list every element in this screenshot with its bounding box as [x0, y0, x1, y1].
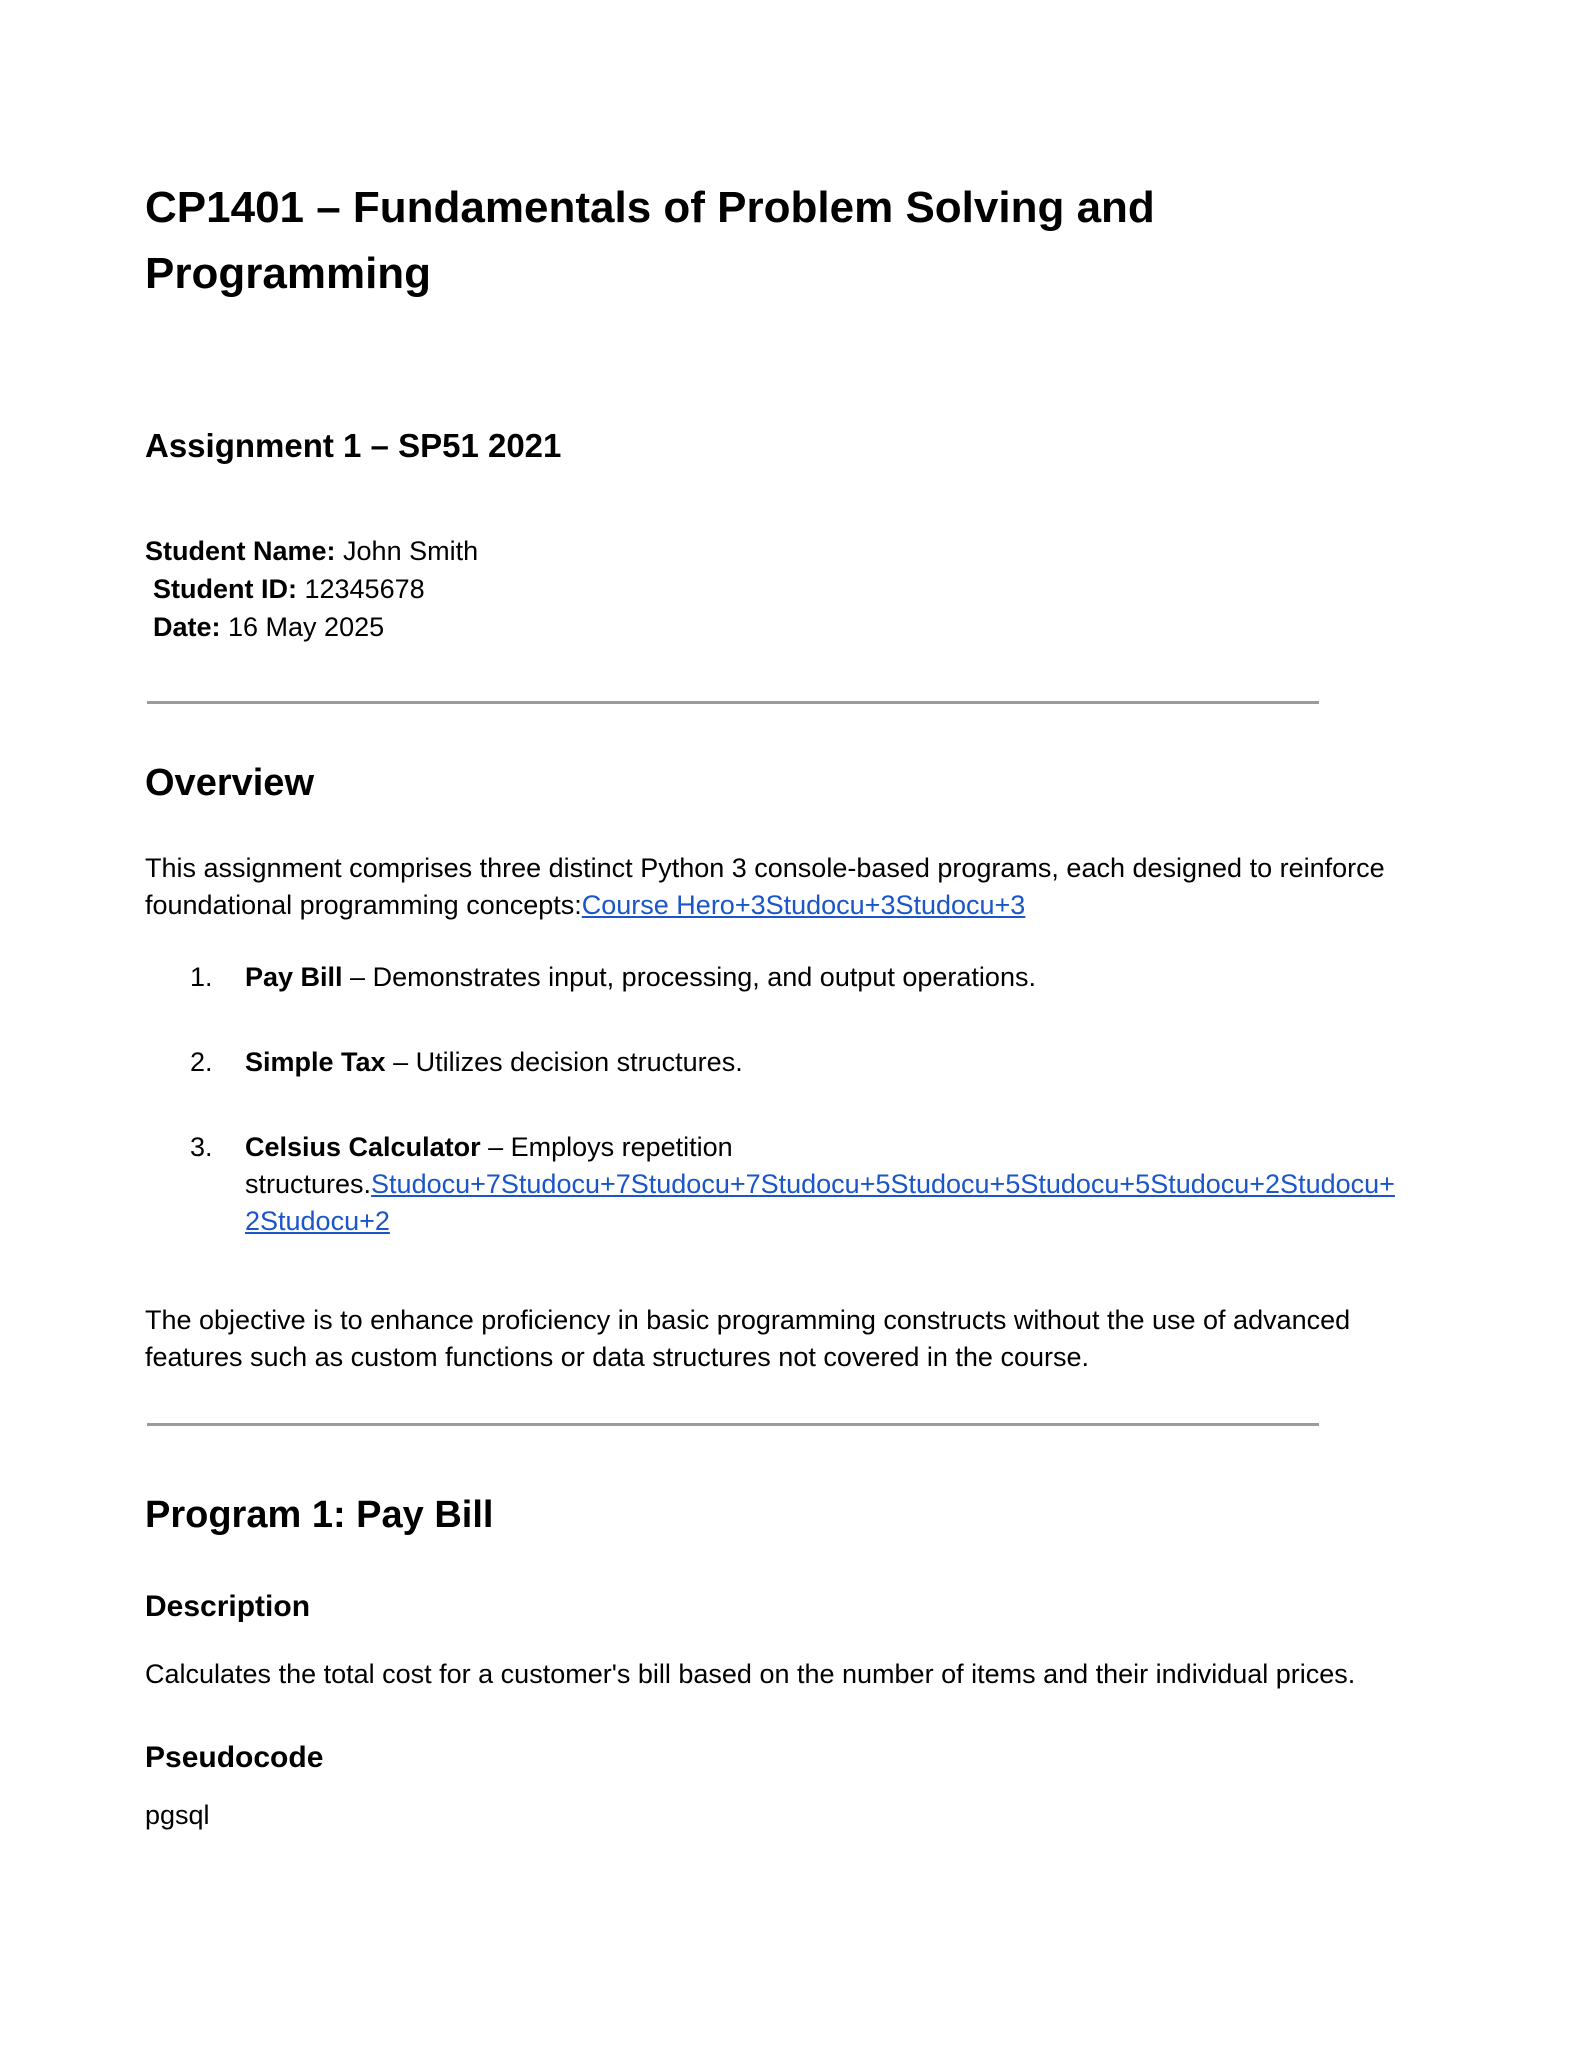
student-name-label: Student Name: [145, 536, 336, 566]
student-name-line [145, 532, 1405, 570]
list-item-title: Simple Tax [245, 1047, 386, 1077]
horizontal-rule [147, 1423, 1319, 1426]
list-item-body [245, 959, 1405, 996]
document-title: CP1401 – Fundamentals of Problem Solving and Programming [145, 183, 1155, 298]
list-marker: 1. [190, 962, 213, 992]
list-item-body [245, 1044, 1405, 1081]
list-item-text: – Utilizes decision structures. [385, 1047, 743, 1077]
overview-intro-paragraph [145, 850, 1405, 924]
student-id-label: Student ID: [153, 574, 297, 604]
citation-link-studocu[interactable]: Studocu+7Studocu+7Studocu+7Studocu+5Studocu+5Studocu+5Studocu+2Studocu+2Studocu+2 [245, 1169, 1395, 1236]
citation-link-course-hero[interactable]: Course Hero+3Studocu+3Studocu+3 [581, 890, 1026, 920]
list-item-title: Celsius Calculator [245, 1132, 481, 1162]
horizontal-rule [147, 701, 1319, 704]
student-date-line [145, 608, 1405, 646]
list-marker: 2. [190, 1047, 213, 1077]
date-label: Date: [153, 612, 221, 642]
list-marker: 3. [190, 1132, 213, 1162]
overview-intro-text: This assignment comprises three distinct Python 3 console-based programs, each designed to reinforce foundational programming concepts: [145, 853, 1385, 920]
list-item-pay-bill [190, 959, 1405, 996]
overview-heading: Overview [145, 762, 314, 804]
list-item-text: – Demonstrates input, processing, and output operations. [342, 962, 1036, 992]
student-id-line [145, 570, 1405, 608]
student-name-value: John Smith [335, 536, 479, 566]
list-item-body [245, 1129, 1405, 1240]
description-heading: Description [145, 1590, 311, 1623]
pseudocode-language-label: pgsql [145, 1800, 210, 1830]
list-item-text: – Employs repetition structures. [245, 1132, 733, 1199]
program1-heading: Program 1: Pay Bill [145, 1494, 494, 1536]
assignment-subtitle: Assignment 1 – SP51 2021 [145, 427, 562, 464]
student-info-block [145, 532, 1405, 646]
description-text: Calculates the total cost for a customer's bill based on the number of items and their individual prices. [145, 1659, 1356, 1689]
program-list [145, 959, 1405, 1240]
date-value: 16 May 2025 [220, 612, 385, 642]
list-item-simple-tax [190, 1044, 1405, 1081]
list-item-celsius-calculator [190, 1129, 1405, 1240]
objective-paragraph: The objective is to enhance proficiency in basic programming constructs without the use of advanced features such as custom functions or data structures not covered in the course. [145, 1305, 1351, 1372]
student-id-value: 12345678 [296, 574, 425, 604]
list-item-title: Pay Bill [245, 962, 343, 992]
document-content [145, 175, 1405, 1834]
pseudocode-heading: Pseudocode [145, 1741, 324, 1774]
